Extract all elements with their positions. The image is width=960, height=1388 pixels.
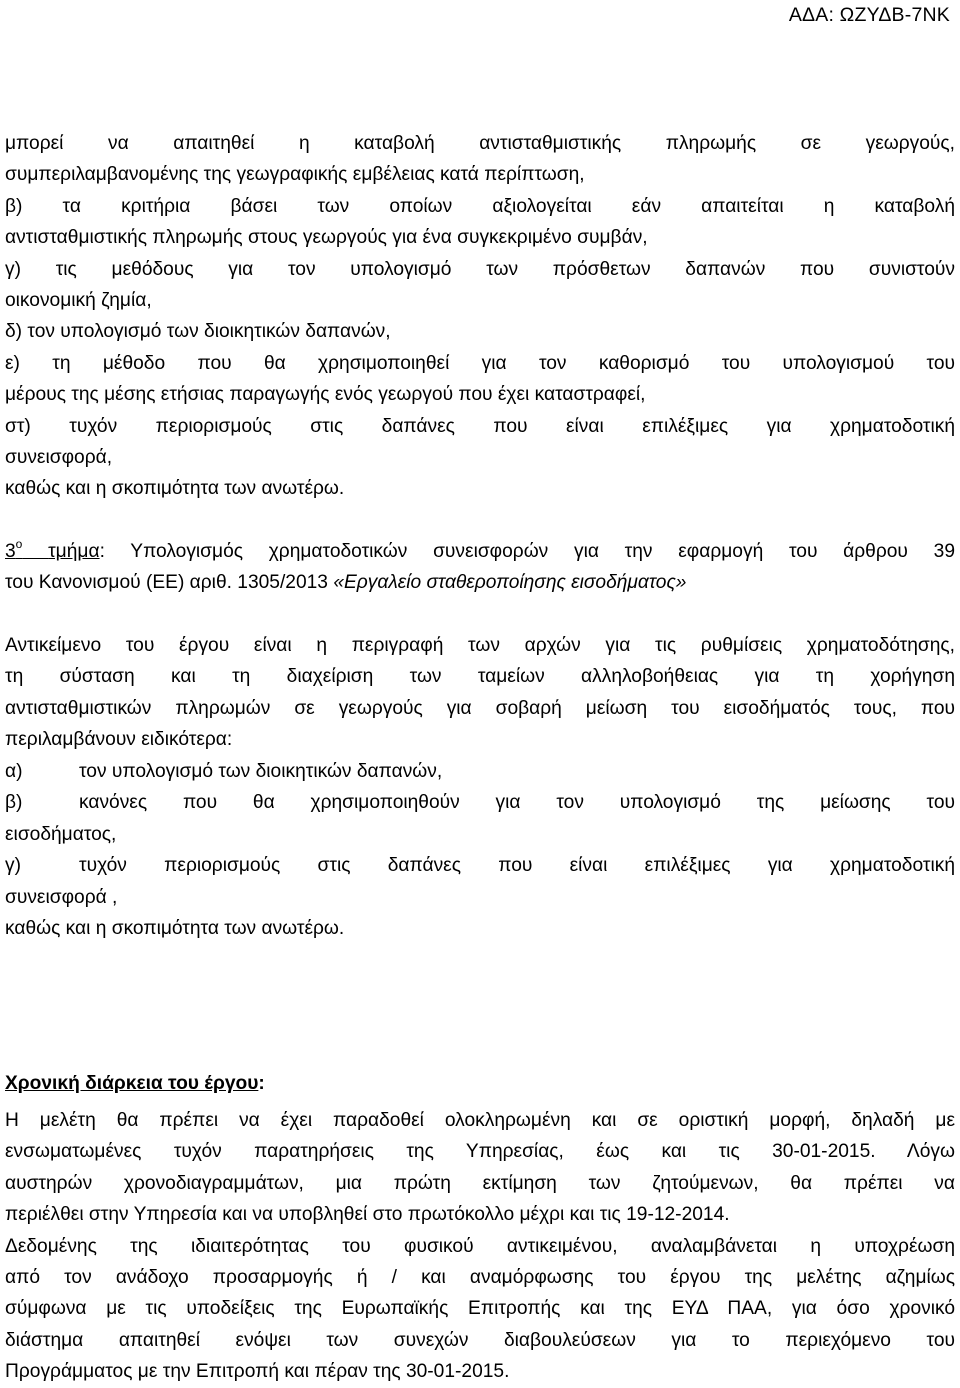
text-line: μέρους της μέσης ετήσιας παραγωγής ενός γεωργού που έχει καταστραφεί, — [5, 384, 646, 406]
text-line: μπορεί να απαιτηθεί η καταβολή αντισταθμιστικής πληρωμής σε γεωργούς, — [5, 133, 955, 154]
list-item: γ) τυχόν περιορισμούς στις δαπάνες που είναι επιλέξιμες για χρηματοδοτική — [5, 855, 955, 877]
duration-body — [5, 1105, 955, 1388]
tool-name: «Εργαλείο σταθεροποίησης εισοδήματος» — [333, 572, 687, 594]
text-line: διάστημα απαιτηθεί ενόψει των συνεχών διαβουλεύσεων για το περιεχόμενο του — [5, 1329, 955, 1351]
text-line: Προγράμματος με την Επιτροπή και πέραν της 30-01-2015. — [5, 1361, 510, 1383]
text-line: αυστηρών χρονοδιαγραμμάτων, μια πρώτη εκτίμηση των ζητούμενων, θα πρέπει να — [5, 1172, 955, 1194]
text-line: περιέλθει στην Υπηρεσία και να υποβληθεί στο πρωτόκολλο μέχρι και τις 19-12-2014. — [5, 1204, 730, 1226]
text-line: ενσωματωμένες τυχόν παρατηρήσεις της Υπηρεσίας, έως και τις 30-01-2015. Λόγω — [5, 1141, 955, 1163]
closing-line: καθώς και η σκοπιμότητα των ανωτέρω. — [5, 917, 345, 939]
text-line: από τον ανάδοχο προσαρμογής ή / και αναμόρφωσης του έργου της μελέτης αζημίως — [5, 1266, 955, 1288]
text-line: συνεισφορά, — [5, 446, 113, 468]
text-line: τη σύσταση και τη διαχείριση των ταμείων αλληλοβοήθειας για τη χορήγηση — [5, 666, 955, 688]
text-line: ε) τη μέθοδο που θα χρησιμοποιηθεί για τον καθορισμό του υπολογισμού του — [5, 352, 955, 374]
text-line: δ) τον υπολογισμό των διοικητικών δαπανών, — [5, 321, 391, 343]
text-line: Αντικείμενο του έργου είναι η περιγραφή των αρχών για τις ρυθμίσεις χρηματοδότησης, — [5, 635, 955, 656]
text-line: συμπεριλαμβανομένης της γεωγραφικής εμβέλειας κατά περίπτωση, — [5, 164, 585, 186]
list-item-continuation: εισοδήματος, — [5, 823, 117, 845]
text-line: Η μελέτη θα πρέπει να έχει παραδοθεί ολοκληρωμένη και σε οριστική μορφή, δηλαδή με — [5, 1110, 955, 1131]
list-item: β) κανόνες που θα χρησιμοποιηθούν για τον υπολογισμό της μείωσης του — [5, 792, 955, 814]
list-item-continuation: συνεισφορά , — [5, 886, 118, 908]
text-line: στ) τυχόν περιορισμούς στις δαπάνες που είναι επιλέξιμες για χρηματοδοτική — [5, 415, 955, 437]
text-line: Δεδομένης της ιδιαιτερότητας του φυσικού αντικειμένου, αναλαμβάνεται η υποχρέωση — [5, 1235, 955, 1257]
section-number: $3^o$ τμήμα — [5, 537, 100, 562]
duration-heading — [5, 1068, 955, 1099]
section-3-list — [5, 756, 955, 944]
text-line: οικονομική ζημία, — [5, 289, 152, 311]
text-line: αντισταθμιστικών πληρωμών σε γεωργούς για σοβαρή μείωση του εισοδήματός τους, που — [5, 697, 955, 719]
text-line: αντισταθμιστικής πληρωμής στους γεωργούς για ένα συγκεκριμένο συμβάν, — [5, 227, 648, 249]
text-line: γ) τις μεθόδους για τον υπολογισμό των πρόσθετων δαπανών που συνιστούν — [5, 258, 955, 280]
text-line: καθώς και η σκοπιμότητα των ανωτέρω. — [5, 478, 345, 500]
list-item: α) τον υπολογισμό των διοικητικών δαπανών, — [5, 761, 443, 782]
section-title: Χρονική διάρκεια του έργου: — [5, 1073, 265, 1094]
section-a — [5, 128, 955, 505]
text-line: περιλαμβάνουν ειδικότερα: — [5, 729, 233, 751]
section-3-heading — [5, 536, 955, 599]
ada-code: ΑΔΑ: ΩΖΥΔΒ-7ΝΚ — [788, 4, 950, 26]
text-line: σύμφωνα με τις υποδείξεις της Ευρωπαϊκής Επιτροπής και της ΕΥΔ ΠΑΑ, για όσο χρονικό — [5, 1298, 955, 1320]
text-line: β) τα κριτήρια βάσει των οποίων αξιολογείται εάν απαιτείται η καταβολή — [5, 195, 955, 217]
section-3-intro — [5, 630, 955, 756]
heading-line: $3^o$ τμήμα: Υπολογισμός χρηματοδοτικών συνεισφορών για την εφαρμογή του άρθρου 39 — [5, 537, 955, 562]
heading-line: του Κανονισμού (ΕΕ) αριθ. 1305/2013 «Εργαλείο σταθεροποίησης εισοδήματος» — [5, 572, 687, 594]
